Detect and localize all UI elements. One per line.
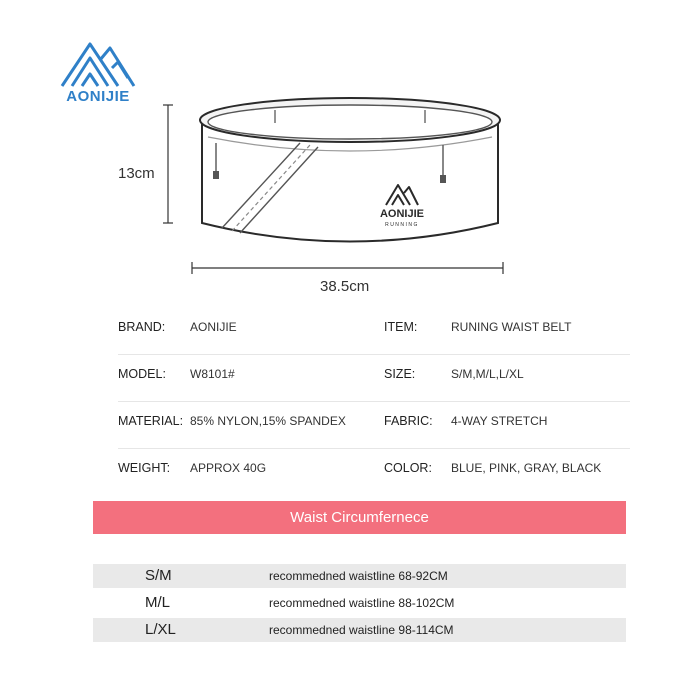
spec-key: MODEL:: [118, 367, 166, 381]
spec-value: 85% NYLON,15% SPANDEX: [190, 414, 346, 428]
size-name: S/M: [145, 567, 172, 584]
size-name: L/XL: [145, 621, 176, 638]
print-brand-text: AONIJIE: [379, 208, 425, 220]
spec-key: SIZE:: [384, 367, 416, 381]
size-row: [93, 591, 626, 615]
size-description: recommedned waistline 88-102CM: [269, 596, 455, 610]
waist-belt-illustration: [160, 85, 540, 295]
size-description: recommedned waistline 98-114CM: [269, 623, 454, 637]
spec-row: [118, 354, 630, 402]
brand-logo: [50, 38, 146, 108]
spec-row: [118, 448, 630, 495]
size-name: M/L: [145, 594, 171, 611]
height-dimension-label: 13cm: [118, 165, 155, 182]
spec-value: BLUE, PINK, GRAY, BLACK: [451, 461, 602, 475]
width-dimension-label: 38.5cm: [320, 278, 370, 295]
spec-value: AONIJIE: [190, 320, 237, 334]
spec-key: MATERIAL:: [118, 414, 184, 428]
size-row: [93, 564, 626, 588]
mountain-logo-icon: [60, 38, 136, 88]
spec-value: W8101#: [190, 367, 235, 381]
spec-key: FABRIC:: [384, 414, 433, 428]
spec-value: 4-WAY STRETCH: [451, 414, 548, 428]
spec-value: RUNING WAIST BELT: [451, 320, 572, 334]
spec-row: [118, 307, 630, 355]
size-description: recommedned waistline 68-92CM: [269, 569, 448, 583]
spec-key: COLOR:: [384, 461, 432, 475]
spec-value: APPROX 40G: [190, 461, 267, 475]
spec-value: S/M,M/L,L/XL: [451, 367, 524, 381]
print-sub-text: RUNNING: [385, 222, 419, 228]
spec-key: ITEM:: [384, 320, 418, 334]
banner-title: Waist Circumfernece: [290, 509, 429, 526]
brand-name: AONIJIE: [66, 88, 130, 105]
spec-key: WEIGHT:: [118, 461, 171, 475]
spec-row: [118, 401, 630, 449]
size-row: [93, 618, 626, 642]
spec-key: BRAND:: [118, 320, 166, 334]
waist-circumference-banner: [93, 501, 626, 534]
